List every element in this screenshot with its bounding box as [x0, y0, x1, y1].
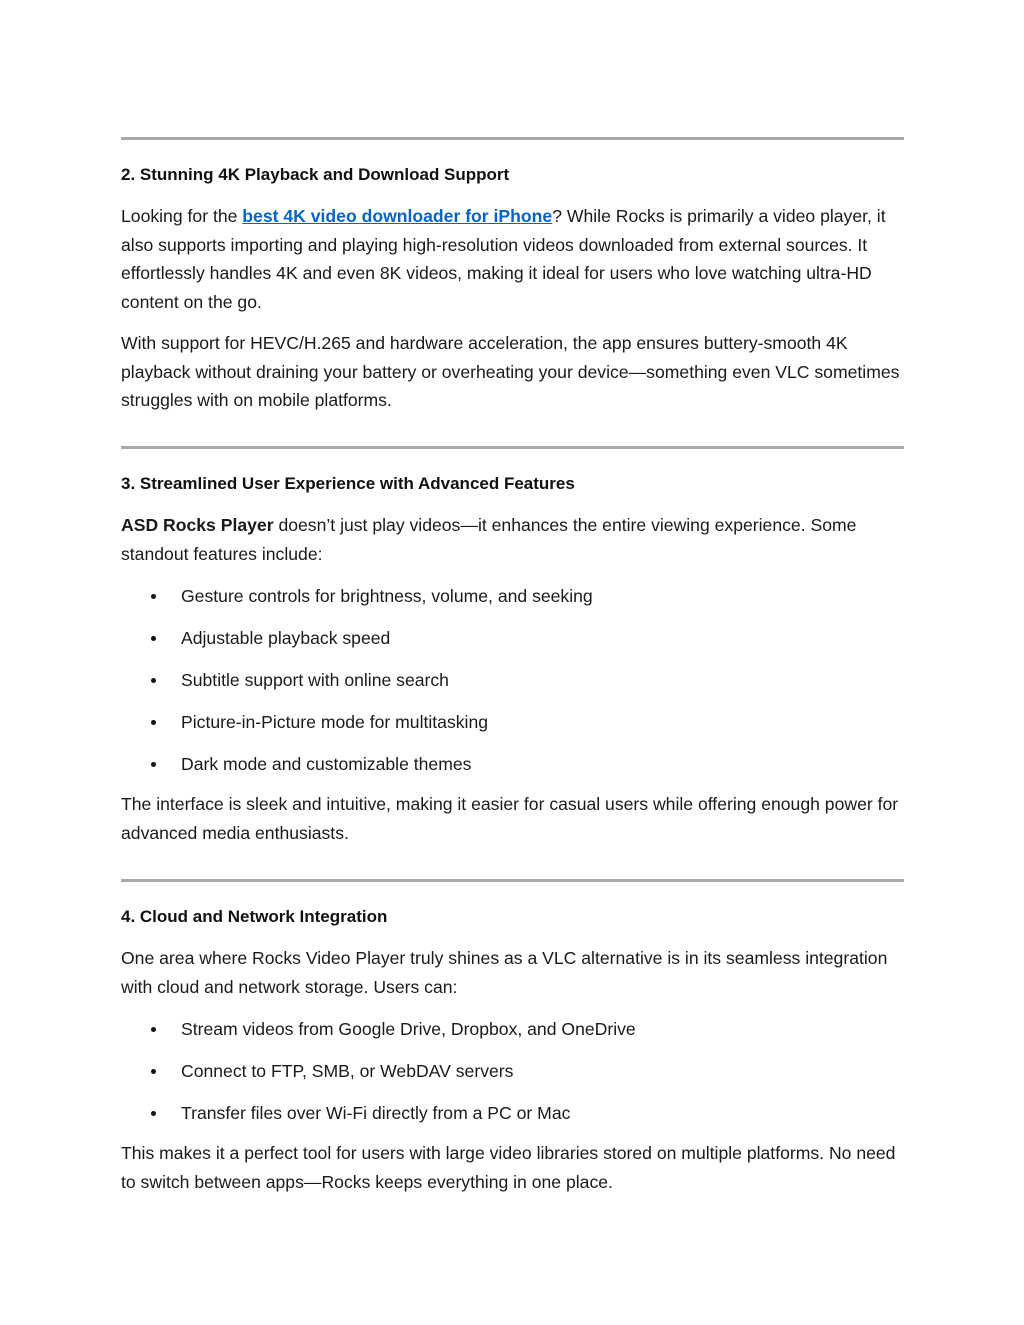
section-4-outro [121, 1139, 904, 1196]
bullet-icon [151, 594, 156, 599]
section-2-heading: 2. Stunning 4K Playback and Download Support [121, 165, 510, 184]
list-item [121, 753, 904, 795]
section-4-intro [121, 944, 904, 1001]
horizontal-rule [121, 879, 904, 882]
list-item-text: Transfer files over Wi-Fi directly from a PC or Mac [181, 1103, 571, 1123]
list-item-text: Picture-in-Picture mode for multitasking [181, 712, 489, 732]
list-item-text: Stream videos from Google Drive, Dropbox, and OneDrive [181, 1019, 636, 1039]
list-item-text: Gesture controls for brightness, volume, and seeking [181, 586, 593, 606]
bullet-icon [151, 1111, 156, 1116]
bullet-icon [151, 762, 156, 767]
list-item [121, 627, 904, 669]
bullet-icon [151, 720, 156, 725]
text-span: Looking for the [121, 206, 243, 226]
list-item [121, 669, 904, 711]
paragraph: With support for HEVC/H.265 and hardware acceleration, the app ensures buttery-smooth 4K playback without draining your battery or overheating your device—something even VLC sometimes struggles with on mobile platforms. [121, 333, 900, 410]
list-item [121, 585, 904, 627]
section-2-paragraph-2 [121, 329, 904, 415]
bullet-icon [151, 1069, 156, 1074]
list-item-text: Dark mode and customizable themes [181, 754, 472, 774]
divider [121, 446, 904, 449]
feature-list [121, 585, 904, 795]
divider [121, 879, 904, 882]
section-4-heading: 4. Cloud and Network Integration [121, 907, 388, 926]
text-span: doesn’t just play videos—it enhances the entire viewing experience. Some standout features include: [121, 515, 857, 564]
feature-list [121, 1018, 904, 1144]
section-3 [121, 473, 904, 495]
paragraph [121, 202, 904, 316]
section-3-feature-list [121, 585, 904, 795]
best-4k-downloader-link[interactable]: best 4K video downloader for iPhone [242, 206, 553, 226]
paragraph: One area where Rocks Video Player truly shines as a VLC alternative is in its seamless integration with cloud and network storage. Users can: [121, 948, 888, 997]
list-item [121, 711, 904, 753]
list-item [121, 1018, 904, 1060]
list-item-text: Adjustable playback speed [181, 628, 391, 648]
paragraph: The interface is sleek and intuitive, making it easier for casual users while offering enough power for advanced media enthusiasts. [121, 794, 899, 843]
horizontal-rule [121, 137, 904, 140]
list-item-text: Connect to FTP, SMB, or WebDAV servers [181, 1061, 514, 1081]
horizontal-rule [121, 446, 904, 449]
paragraph: This makes it a perfect tool for users with large video libraries stored on multiple platforms. No need to switch between apps—Rocks keeps everything in one place. [121, 1143, 896, 1192]
section-2-paragraph-1 [121, 202, 904, 316]
product-name: ASD Rocks Player [121, 515, 274, 535]
paragraph [121, 511, 904, 568]
bullet-icon [151, 636, 156, 641]
section-2 [121, 164, 904, 186]
divider [121, 137, 904, 140]
list-item-text: Subtitle support with online search [181, 670, 449, 690]
bullet-icon [151, 678, 156, 683]
list-item [121, 1060, 904, 1102]
text-span: ? While Rocks is primarily a video player, it also supports importing and playing high-resolution videos downloaded from external sources. It effortlessly handles 4K and even 8K videos, making it ideal for users who love watching ultra-HD content on the go. [121, 206, 886, 312]
section-4-feature-list [121, 1018, 904, 1144]
section-3-outro [121, 790, 904, 847]
section-3-heading: 3. Streamlined User Experience with Advanced Features [121, 474, 575, 493]
bullet-icon [151, 1027, 156, 1032]
list-item [121, 1102, 904, 1144]
section-3-intro [121, 511, 904, 568]
section-4 [121, 906, 904, 928]
